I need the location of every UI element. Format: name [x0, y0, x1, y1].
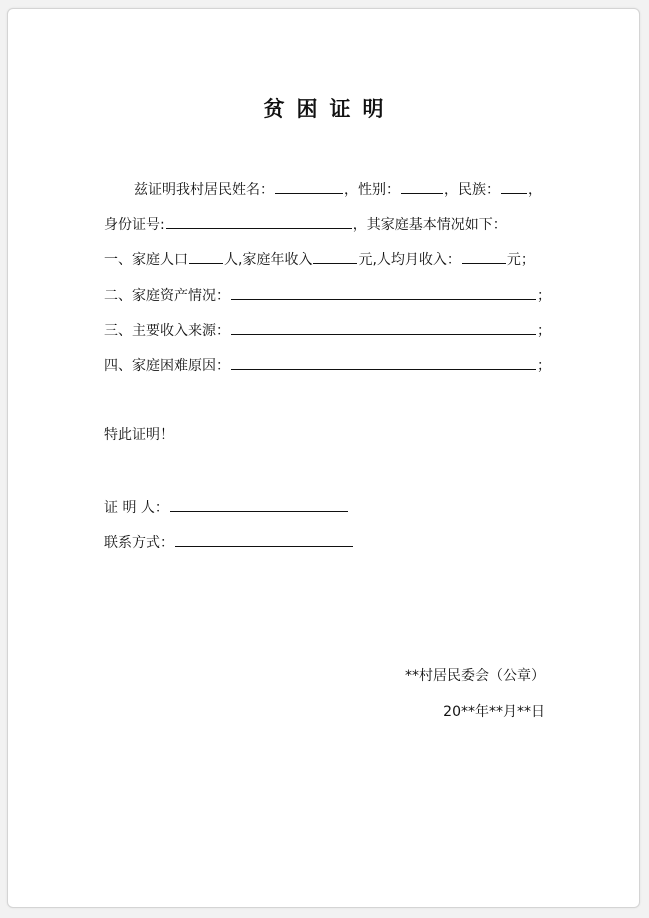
annual-income-field[interactable]: [313, 249, 357, 264]
id-number-line: [104, 214, 551, 234]
hardship-reason-line: [104, 355, 551, 375]
line6-end: ；: [537, 358, 551, 374]
gender-field[interactable]: [401, 179, 443, 194]
assets-label: 二、家庭资产情况：: [104, 288, 230, 304]
ethnicity-field[interactable]: [501, 179, 527, 194]
issuer-seal-text: **村居民委会（公章）: [405, 668, 545, 684]
name-field[interactable]: [275, 179, 343, 194]
name-label: 兹证明我村居民姓名：: [134, 182, 274, 198]
closing-statement: 特此证明！: [104, 427, 174, 443]
document-title: 贫困证明: [263, 97, 396, 121]
line3-end: 元；: [506, 252, 535, 268]
document-page: [7, 8, 640, 908]
assets-line: [104, 285, 551, 305]
household-size-label: 一、家庭人口: [104, 252, 188, 268]
hardship-reason-label: 四、家庭困难原因：: [104, 358, 230, 374]
witness-field[interactable]: [170, 497, 348, 512]
assets-field[interactable]: [231, 285, 536, 300]
contact-label: 联系方式：: [104, 535, 174, 551]
household-income-line: [104, 249, 551, 269]
contact-field[interactable]: [175, 532, 353, 547]
contact-line: [104, 532, 551, 552]
id-number-label: 身份证号:: [104, 217, 165, 233]
line1-end: ，: [528, 182, 542, 198]
id-number-field[interactable]: [166, 214, 352, 229]
monthly-income-field[interactable]: [462, 249, 506, 264]
issue-date: 20**年**月**日: [443, 704, 545, 720]
income-source-line: [104, 320, 551, 340]
resident-info-line: [104, 179, 581, 199]
income-source-label: 三、主要收入来源：: [104, 323, 230, 339]
id-line-suffix: ，其家庭基本情况如下：: [352, 217, 507, 233]
income-source-field[interactable]: [231, 320, 536, 335]
line5-end: ；: [537, 323, 551, 339]
annual-income-label: 人,家庭年收入: [224, 252, 313, 268]
hardship-reason-field[interactable]: [231, 355, 536, 370]
ethnicity-label: ，民族：: [444, 182, 500, 198]
witness-label: 证 明 人：: [104, 500, 169, 516]
gender-label: ，性别：: [344, 182, 400, 198]
witness-line: [104, 497, 551, 517]
monthly-income-label: 元,人均月收入：: [358, 252, 461, 268]
line4-end: ；: [537, 288, 551, 304]
household-size-field[interactable]: [189, 249, 223, 264]
